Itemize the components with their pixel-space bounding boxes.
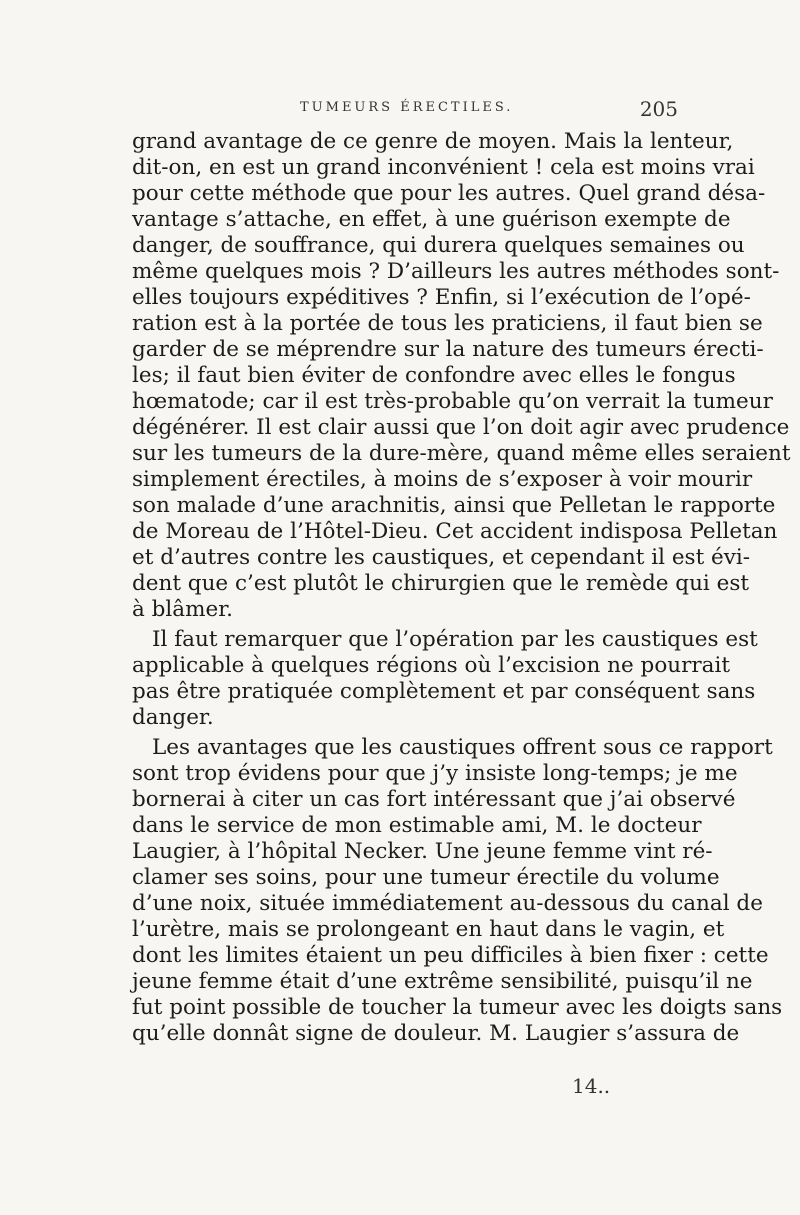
text-line: jeune femme était d’une extrême sensibilité, puisqu’il ne [132, 969, 753, 994]
text-line: clamer ses soins, pour une tumeur érectile du volume [132, 865, 720, 890]
text-line: même quelques mois ? D’ailleurs les autres méthodes sont- [132, 259, 780, 284]
text-line: l’urètre, mais se prolongeant en haut dans le vagin, et [132, 917, 725, 942]
text-line: dent que c’est plutôt le chirurgien que le remède qui est [132, 571, 750, 596]
text-line: grand avantage de ce genre de moyen. Mais la lenteur, [132, 129, 734, 154]
text-line: Les avantages que les caustiques offrent sous ce rapport [152, 735, 773, 760]
text-line: elles toujours expéditives ? Enfin, si l’exécution de l’opé- [132, 285, 751, 310]
text-line: sont trop évidens pour que j’y insiste long-temps; je me [132, 761, 738, 786]
text-line: dont les limites étaient un peu difficiles à bien fixer : cette [132, 943, 769, 968]
text-line: fut point possible de toucher la tumeur avec les doigts sans [132, 995, 783, 1020]
text-line: vantage s’attache, en effet, à une guérison exempte de [132, 207, 731, 232]
text-line: ration est à la portée de tous les praticiens, il faut bien se [132, 311, 763, 336]
text-line: pas être pratiquée complètement et par conséquent sans [132, 679, 756, 704]
text-line: de Moreau de l’Hôtel-Dieu. Cet accident indisposa Pelletan [132, 519, 778, 544]
text-line: d’une noix, située immédiatement au-dessous du canal de [132, 891, 763, 916]
text-line: à blâmer. [132, 597, 233, 622]
text-line: son malade d’une arachnitis, ainsi que Pelletan le rapporte [132, 493, 776, 518]
text-line: dégénérer. Il est clair aussi que l’on doit agir avec prudence [132, 415, 790, 440]
text-line: bornerai à citer un cas fort intéressant que j’ai observé [132, 787, 736, 812]
text-line: Il faut remarquer que l’opération par les caustiques est [152, 627, 758, 652]
text-line: garder de se méprendre sur la nature des tumeurs érecti- [132, 337, 764, 362]
running-title: TUMEURS ÉRECTILES. [300, 100, 514, 115]
text-line: Laugier, à l’hôpital Necker. Une jeune femme vint ré- [132, 839, 713, 864]
signature-mark: 14.. [572, 1074, 611, 1098]
page-number: 205 [639, 97, 678, 121]
text-line: pour cette méthode que pour les autres. Quel grand désa- [132, 181, 766, 206]
text-line: dans le service de mon estimable ami, M. le docteur [132, 813, 702, 838]
text-line: simplement érectiles, à moins de s’exposer à voir mourir [132, 467, 753, 492]
text-line: dit-on, en est un grand inconvénient ! cela est moins vrai [132, 155, 755, 180]
text-line: danger. [132, 705, 214, 730]
text-line: hœmatode; car il est très-probable qu’on verrait la tumeur [132, 389, 773, 414]
text-line: applicable à quelques régions où l’excision ne pourrait [132, 653, 731, 678]
text-line: sur les tumeurs de la dure-mère, quand même elles seraient [132, 441, 791, 466]
text-line: danger, de souffrance, qui durera quelques semaines ou [132, 233, 745, 258]
text-line: les; il faut bien éviter de confondre avec elles le fongus [132, 363, 736, 388]
page-header [130, 97, 678, 122]
text-line: et d’autres contre les caustiques, et cependant il est évi- [132, 545, 751, 570]
text-line: qu’elle donnât signe de douleur. M. Laugier s’assura de [132, 1021, 740, 1046]
